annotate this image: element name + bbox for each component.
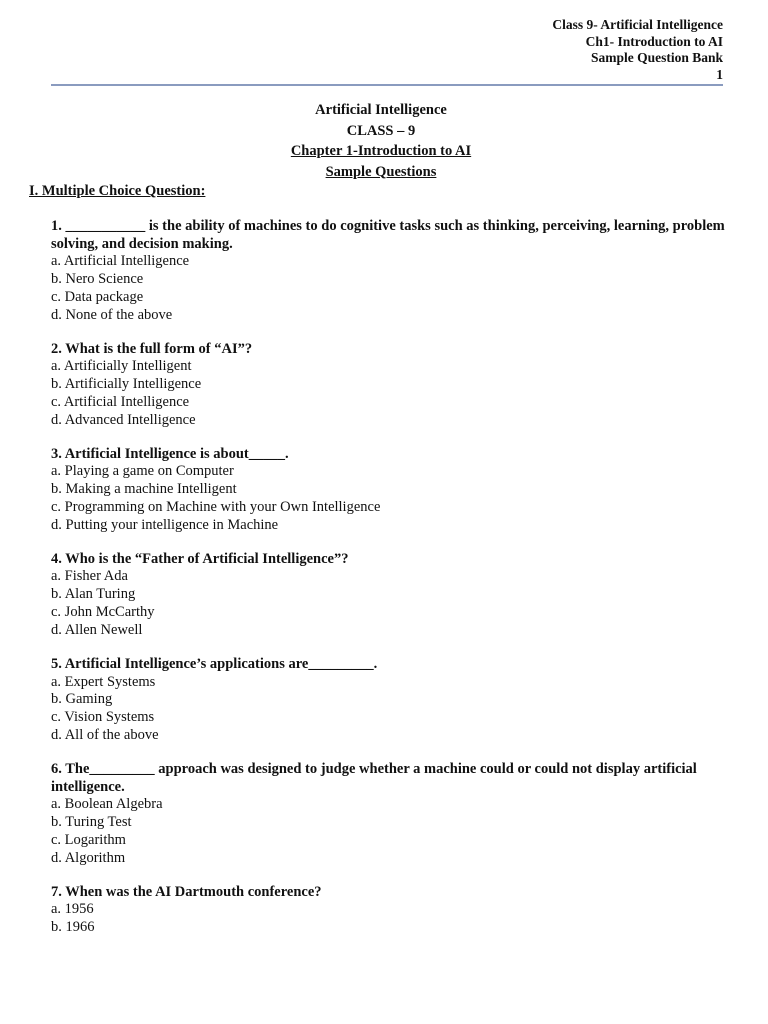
- option-b: b. Turing Test: [51, 814, 132, 831]
- question-4: [51, 551, 727, 640]
- question-2: [51, 341, 727, 430]
- option-d: d. Putting your intelligence in Machine: [51, 516, 279, 533]
- header-class-line: Class 9- Artificial Intelligence: [552, 17, 723, 32]
- option-d: d. Allen Newell: [51, 622, 143, 639]
- option-a: a. Playing a game on Computer: [51, 463, 234, 480]
- question-7: [51, 884, 727, 937]
- header-bank-line: Sample Question Bank: [590, 50, 723, 65]
- option-b: b. Making a machine Intelligent: [51, 481, 237, 498]
- document-class: CLASS – 9: [346, 122, 416, 139]
- option-a: a. 1956: [51, 901, 94, 918]
- question-text: 1. ___________ is the ability of machines to do cognitive tasks such as thinking, perceiving, learning, problem solving, and decision making.: [51, 218, 725, 252]
- header-divider: [51, 84, 723, 86]
- option-d: d. Advanced Intelligence: [51, 411, 196, 428]
- section-heading: I. Multiple Choice Question:: [29, 183, 206, 199]
- option-d: d. None of the above: [51, 306, 173, 323]
- option-a: a. Boolean Algebra: [51, 796, 163, 813]
- question-text: 2. What is the full form of “AI”?: [51, 340, 253, 357]
- option-b: b. 1966: [51, 919, 95, 936]
- option-a: a. Artificially Intelligent: [51, 358, 192, 375]
- question-text: 5. Artificial Intelligence’s applications are_________.: [51, 656, 378, 672]
- option-b: b. Artificially Intelligence: [51, 376, 202, 393]
- question-list: [51, 218, 727, 953]
- page-number: 1: [716, 66, 723, 82]
- option-b: b. Gaming: [51, 691, 113, 708]
- option-d: d. Algorithm: [51, 849, 126, 866]
- document-chapter: Chapter 1-Introduction to AI: [290, 143, 472, 159]
- question-5: [51, 656, 727, 745]
- page-header: [552, 17, 723, 83]
- option-d: d. All of the above: [51, 727, 159, 744]
- option-b: b. Nero Science: [51, 270, 144, 287]
- option-a: a. Expert Systems: [51, 673, 156, 690]
- question-text: 7. When was the AI Dartmouth conference?: [51, 883, 322, 900]
- option-c: c. Logarithm: [51, 831, 126, 848]
- question-text: 3. Artificial Intelligence is about_____.: [51, 445, 289, 462]
- title-block: [0, 100, 762, 182]
- option-c: c. Programming on Machine with your Own Intelligence: [51, 499, 381, 516]
- option-c: c. Data package: [51, 288, 144, 305]
- question-1: [51, 218, 727, 325]
- option-a: a. Fisher Ada: [51, 568, 128, 585]
- question-6: [51, 761, 727, 868]
- document-subtitle: Sample Questions: [325, 163, 437, 180]
- header-chapter-line: Ch1- Introduction to AI: [585, 33, 723, 49]
- question-text: 4. Who is the “Father of Artificial Intelligence”?: [51, 550, 349, 567]
- option-c: c. Artificial Intelligence: [51, 393, 190, 410]
- question-text: 6. The_________ approach was designed to judge whether a machine could or could not display artificial intelligence.: [51, 761, 697, 795]
- question-3: [51, 446, 727, 535]
- document-subject: Artificial Intelligence: [315, 102, 447, 118]
- option-b: b. Alan Turing: [51, 586, 136, 603]
- option-c: c. Vision Systems: [51, 709, 155, 726]
- option-c: c. John McCarthy: [51, 604, 155, 621]
- option-a: a. Artificial Intelligence: [51, 253, 190, 269]
